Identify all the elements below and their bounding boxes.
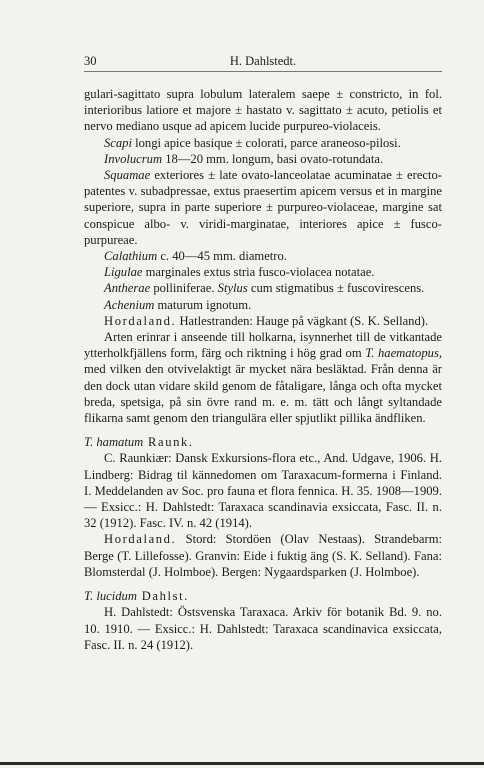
header-rule — [84, 71, 442, 72]
species-heading-lucidum: T. lucidum Dahlst. — [84, 589, 189, 604]
paragraph-squamae: Squamae exteriores ± late ovato-lanceolatae acuminatae ± erecto-patentes v. subadpressae, extus praesertim apicem versus et in margine superiore, supra in parte superiore ± purpureo-violaceae, margine sat conspicue albo- v. viridi-marginatae, interiores apice ± fusco-purpureae. — [84, 168, 442, 247]
page-bottom-edge — [0, 762, 484, 765]
paragraph-ligulae: Ligulae marginales extus stria fusco-violacea notatae. — [104, 265, 375, 280]
paragraph-hamatum-literature: C. Raunkiær: Dansk Exkursions-flora etc., And. Udgave, 1906. H. Lindberg: Bidrag til kännedomen om Taraxacum-formerna i Finland. I. Meddelanden av Soc. pro fauna et flora fennica. H. 35. 1908—1909. — Exsicc.: H. Dahlstedt: Taraxaca scandinavia exsiccata, Fasc. II. n. 32 (1912). Fasc. IV. n. 42 (1914). — [84, 451, 442, 531]
paragraph-involucrum: Involucrum 18—20 mm. longum, basi ovato-rotundata. — [104, 151, 384, 166]
paragraph-lucidum-literature: H. Dahlstedt: Östsvenska Taraxaca. Arkiv för botanik Bd. 9. no. 10. 1910. — Exsicc.: H. Dahlstedt: Taraxaca scandinavica exsiccata, Fasc. II. n. 24 (1912). — [84, 605, 442, 652]
paragraph-hamatum-localities: Hordaland. Stord: Stordöen (Olav Nestaas). Strandebarm: Berge (T. Lillefosse). Granvin: Eide i fuktig äng (S. K. Selland). Fana: Blomsterdal (J. Holmboe). Bergen: Nygaardsparken (J. Holmboe). — [84, 532, 442, 579]
paragraph-achenium: Achenium maturum ignotum. — [104, 297, 252, 312]
body-text — [84, 86, 442, 653]
page-number: 30 — [84, 54, 97, 68]
running-head-author: H. Dahlstedt. — [229, 54, 297, 68]
paragraph-locality: Hordaland. Hatlestranden: Hauge på vägkant (S. K. Selland). — [104, 313, 429, 328]
paragraph-comparison: Arten erinrar i anseende till holkarna, isynnerhet till de vitkantade ytterholkfjällens form, färg och riktning i hög grad om T. haematopus, med vilken den otvivelaktigt är mycket nära besläktad. Från denna är den dock utan vidare skild genom de fåtaligare, långa och ofta mycket breda, spetsiga, på sin övre rand m. e. m. tätt och långt syltandade flikarna samt genom den triangulära eller spjutlikt pillika ändfliken. — [84, 330, 442, 426]
paragraph-scapi: Scapi longi apice basique ± colorati, parce araneoso-pilosi. — [104, 135, 401, 150]
running-header — [84, 54, 442, 70]
paragraph-calathium: Calathium c. 40—45 mm. diametro. — [104, 249, 287, 264]
species-heading-hamatum: T. hamatum Raunk. — [84, 435, 194, 450]
paragraph-leaf-description: gulari-sagittato supra lobulum lateralem saepe ± constricto, in fol. interioribus latiore et majore ± hastato v. sagittato ± acuto, petiolis et nervo mediano usque ad apicem lucide purpureo-violaceis. — [84, 87, 442, 134]
paragraph-antherae: Antherae polliniferae. Stylus cum stigmatibus ± fuscovirescens. — [104, 281, 425, 296]
